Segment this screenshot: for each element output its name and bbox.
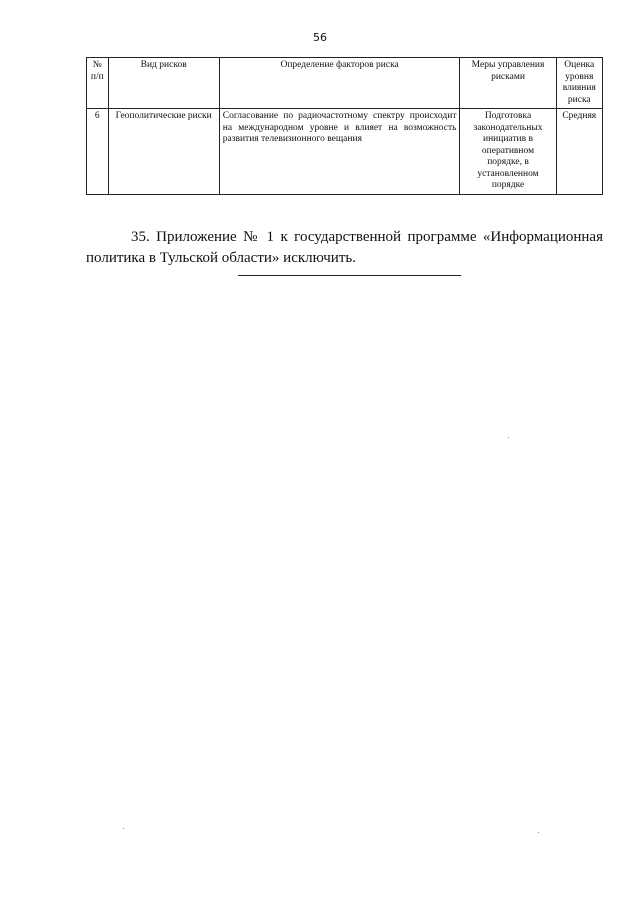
cell-risk-assessment: Средняя (556, 109, 602, 195)
scan-speck (123, 828, 124, 829)
header-risk-definition: Определение факторов риска (219, 58, 460, 109)
header-number: № п/п (87, 58, 109, 109)
table-row (87, 109, 603, 195)
header-risk-assessment: Оценка уровня влияния риска (556, 58, 602, 109)
cell-risk-definition: Согласование по радиочастотному спектру происходит на международном уровне и влияет на возможность развития телевизионного вещания (219, 109, 460, 195)
closing-divider-line (238, 275, 461, 276)
cell-number: 6 (87, 109, 109, 195)
header-risk-kind: Вид рисков (108, 58, 219, 109)
scan-speck (508, 437, 509, 438)
scan-speck (538, 832, 539, 833)
body-paragraph: 35. Приложение № 1 к государственной программе «Информационная политика в Тульской области» исключить. (86, 229, 603, 266)
page-number: 56 (313, 31, 327, 44)
cell-risk-kind: Геополитические риски (108, 109, 219, 195)
cell-risk-measures: Подготовка законодательных инициатив в оперативном порядке, в установленном порядке (460, 109, 556, 195)
header-risk-measures: Меры управления рисками (460, 58, 556, 109)
table-header-row (87, 58, 603, 109)
risk-table (86, 57, 603, 195)
